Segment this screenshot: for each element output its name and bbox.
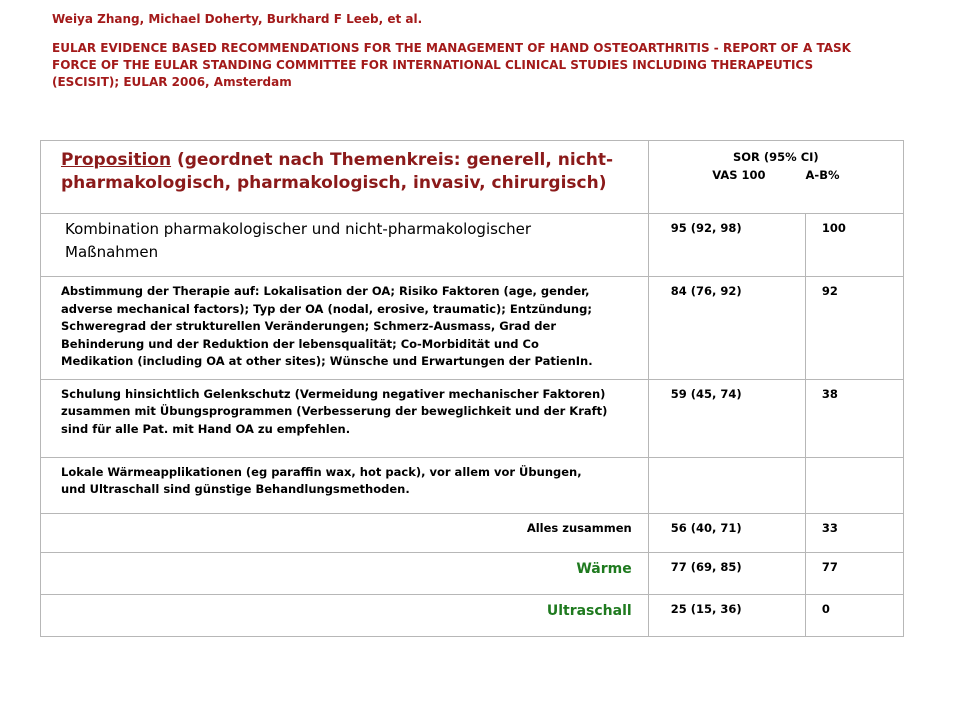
table-row <box>41 379 904 457</box>
ab-cell: 100 <box>805 214 903 277</box>
paper-title-line: EULAR EVIDENCE BASED RECOMMENDATIONS FOR THE MANAGEMENT OF HAND OSTEOARTHRITIS - REPORT OF A TASK <box>52 41 851 55</box>
paper-title <box>52 40 912 91</box>
vas-cell: 95 (92, 98) <box>648 214 805 277</box>
ab-label: A-B% <box>805 167 840 182</box>
proposition-word: Proposition <box>61 150 172 170</box>
table-row <box>41 552 904 594</box>
subrow-label: Alles zusammen <box>41 513 649 552</box>
sor-label: SOR (95% CI) <box>733 150 819 164</box>
proposition-cell: Abstimmung der Therapie auf: Lokalisation der OA; Risiko Faktoren (age, gender, adverse mechanical factors); Typ der OA (nodal, erosive, traumatic); Entzündung; Schweregrad der strukturellen Veränderungen; Schmerz-Ausmass, Grad der Behinderung und der Reduktion der lebensqualität; Co-Morbidität und Co Medikation (including OA at other sites); Wünsche und Erwartungen der PatienIn. <box>41 277 649 380</box>
sor-header <box>648 141 903 214</box>
paper-title-line: FORCE OF THE EULAR STANDING COMMITTEE FOR INTERNATIONAL CLINICAL STUDIES INCLUDING THERAPEUTICS <box>52 58 814 72</box>
paper-title-line: (ESCISIT); EULAR 2006, Amsterdam <box>52 75 292 89</box>
authors: Weiya Zhang, Michael Doherty, Burkhard F Leeb, et al. <box>52 12 423 26</box>
proposition-cell: Schulung hinsichtlich Gelenkschutz (Vermeidung negativer mechanischer Faktoren) zusammen mit Übungsprogrammen (Verbesserung der beweglichkeit und der Kraft) sind für alle Pat. mit Hand OA zu empfehlen. <box>41 379 649 457</box>
proposition-header <box>41 141 649 214</box>
ab-cell: 38 <box>805 379 903 457</box>
subrow-label: Ultraschall <box>41 594 649 636</box>
proposition-rest: (geordnet nach Themenkreis: generell, nicht- <box>171 150 614 170</box>
table-row <box>41 277 904 380</box>
proposition-rest: pharmakologisch, pharmakologisch, invasiv, chirurgisch) <box>61 173 607 193</box>
recommendations-table <box>40 140 904 637</box>
vas-cell: 77 (69, 85) <box>648 552 805 594</box>
vas-label: VAS 100 <box>712 167 766 182</box>
ab-cell <box>805 457 903 513</box>
table-header-row <box>41 141 904 214</box>
ab-cell: 77 <box>805 552 903 594</box>
vas-cell: 84 (76, 92) <box>648 277 805 380</box>
subrow-label: Wärme <box>41 552 649 594</box>
table-row <box>41 594 904 636</box>
vas-cell: 25 (15, 36) <box>648 594 805 636</box>
ab-cell: 33 <box>805 513 903 552</box>
vas-cell: 59 (45, 74) <box>648 379 805 457</box>
slide-header <box>52 12 912 91</box>
table-row <box>41 457 904 513</box>
proposition-cell: Kombination pharmakologischer und nicht-pharmakologischer Maßnahmen <box>41 214 649 277</box>
table-row <box>41 214 904 277</box>
ab-cell: 92 <box>805 277 903 380</box>
vas-cell <box>648 457 805 513</box>
vas-cell: 56 (40, 71) <box>648 513 805 552</box>
ab-cell: 0 <box>805 594 903 636</box>
proposition-cell: Lokale Wärmeapplikationen (eg paraffin wax, hot pack), vor allem vor Übungen, und Ultraschall sind günstige Behandlungsmethoden. <box>41 457 649 513</box>
table-row <box>41 513 904 552</box>
